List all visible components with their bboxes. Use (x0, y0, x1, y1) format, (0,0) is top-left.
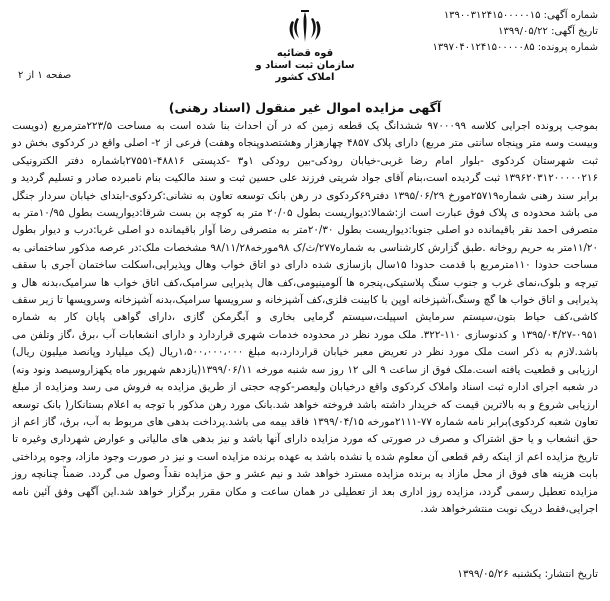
org-line-judiciary: قوه قضائیه (276, 48, 334, 59)
notice-header (368, 8, 598, 56)
notice-title: آگهی مزایده اموال غیر منقول (اسناد رهنی) (168, 100, 442, 115)
publish-date: تاریخ انتشار: یکشنبه ۱۳۹۹/۰۵/۲۶ (457, 568, 598, 580)
notice-body: بموجب پرونده اجرایی کلاسه ۹۷۰۰۰۹۹ ششدانگ یک قطعه زمین که در آن احداث بنا شده است به مساحت ۲۲۳/۵مترمربع (دویست وبیست وسه متر وپنجاه سانتی متر مربع) دارای پلاک ۴۸۵۷ چهارهزار وهشتصدوپنجاه وهفت) فرعی از ۲- اصلی واقع در کردکوی بخش دو ثبت شهرستان کردکوی -بلوار امام رضا غربی-خیابان رودکی-بین رودکی ۱و۳ -کدپستی ۴۸۸۱۶-۲۷۵۵۱باشماره دفتر الکترونیکی ۱۳۹۶۲۰۳۱۲۰۰۰۰۰۲۱۶ ثبت گردیده است،بنام آقای جواد شریتی فرزند علی حسین ثبت و سند مالکیت بنام نامبرده صادر و تسلیم گردید و برابر سند رهنی شماره۲۵۷۱۹مورخ ۱۳۹۵/۰۶/۲۹ دفتر۶۹کردکوی در رهن بانک توسعه تعاون به نشانی:کردکوی-ابتدای خیابان سردار جنگل می باشد محدوده ی پلاک فوق عبارت است از:شمالا:دیواریست بطول ۲۰/۰۵ متر به کوچه بن بست شرقا:دیواریست بطول ۱۰/۹۵متر به متصرفی احمد نقر باقیمانده دو اصلی جنوبا:دیواریست بطول ۲۰/۳۰متر به متصرفی رضا آوار باقیمانده دو اصلی غربا:درب و دیوار بطول ۱۱/۲۰متر به حریم روخانه .طبق گزارش کارشناسی به شماره۲۷۷/ث/ک ۹۸مورخه۹۸/۱۱/۲۸ مشخصات ملک:در عرصه مذکور ساختمانی به مساحت حدودا ۱۱۰مترمربع با قدمت حدودا ۱۵سال بازسازی شده دارای دو اتاق خواب وهال وپذیرایی،اسکلت ساختمان آجری با سقف تیرچه و بلوک،نمای غرب و جنوب سنگ پلاستیکی،پنجره ها آلومینیومی،کف هال پذیرایی سرامیک،کف اتاق خواب ها سرامیک،بدنه هال و پذیرایی و اتاق خواب ها گچ وسنگ،آشپزخانه اوپن با کابینت فلزی،کف آشپزخانه و سرویسها سرامیک،بدنه آشپزخانه وسرویسها تا زیر سقف کاشی،کف حیاط بتون،سیستم سرمایش اسپیلت،سیستم گرمایی بخاری و آبگرمکن گازی ،دارای گواهی پایان کار به شماره ۰۹۵۱-۱۳۹۵/۰۴/۲۷ و کدنوسازی ۱۱۰-۳۲۲. ملک مورد نظر در محدوده خدمات شهری قراردارد و دارای انشعابات آب ،برق ،گاز وتلفن می باشد.لازم به ذکر است ملک مورد نظر در تعریض معبر خیابان قراردارد،به مبلغ ۱،۵۰۰،۰۰۰،۰۰۰ریال (یک میلیارد وپانصد میلیون ریال) ارزیابی و قطعیت یافته است.ملک فوق از ساعت ۹ الی ۱۲ روز سه شنبه مورخه ۱۳۹۹/۰۶/۱۱(یازدهم شهریور ماه یکهزاروسیصد ونود ونه) در شعبه اجرای اداره ثبت اسناد واملاک کردکوی واقع درخیابان ولیعصر-کوچه حجتی از طریق مزایده به فروش می رسد ومزایده از مبلغ ارزیابی شروع و به بالاترین قیمت که خریدار داشته باشد فروخته خواهد شد.بانک مورد رهن مذکور با توجه به اعلام بستانکار( بانک توسعه تعاون شعبه کردکوی)برابر نامه شماره ۷۷-۲۱۱۱مورخه ۱۳۹۹/۰۴/۱۵ فاقد بیمه می باشد.پرداخت بدهی های مربوط به آب، برق، گاز اعم از حق انشعاب و یا حق اشتراک و مصرف در صورتی که مورد مزایده دارای آنها باشد و نیز بدهی های مالیاتی و عوارض شهرداری وغیره تا تاریخ مزایده اعم از اینکه رقم قطعی آن معلوم شده یا نشده باشد به عهده برنده مزایده است و نیز در صورت وجود مازاد، وجوه پرداختی بابت هزینه های فوق از محل مازاد به برنده مزایده مسترد خواهد شد و نیم عشر و حق مزایده نقداً وصول می گردد. ضمناً چنانچه روز مزایده تعطیل رسمی گردد، مزایده روز اداری بعد از تعطیلی در همان ساعت و مکان مقرر برگزار خواهد شد.این آگهی وفق آئین نامه اجرایی،فقط دریک نوبت منتشرخواهد شد. (12, 120, 599, 515)
iran-emblem-icon (285, 8, 325, 48)
org-line-registration: سازمان ثبت اسناد و املاک کشور (255, 60, 355, 83)
file-number: شماره پرونده: ۱۳۹۷۰۴۰۱۲۴۱۵۰۰۰۰۰۸۵ (432, 42, 598, 53)
organization-logo (245, 8, 365, 88)
page-indicator: صفحه ۱ از ۲ (18, 70, 72, 81)
notice-date: تاریخ آگهی: ۱۳۹۹/۰۵/۲۲ (498, 26, 598, 37)
notice-number: شماره آگهی: ۱۳۹۰۰۳۱۲۴۱۵۰۰۰۰۰۱۵ (443, 10, 598, 21)
